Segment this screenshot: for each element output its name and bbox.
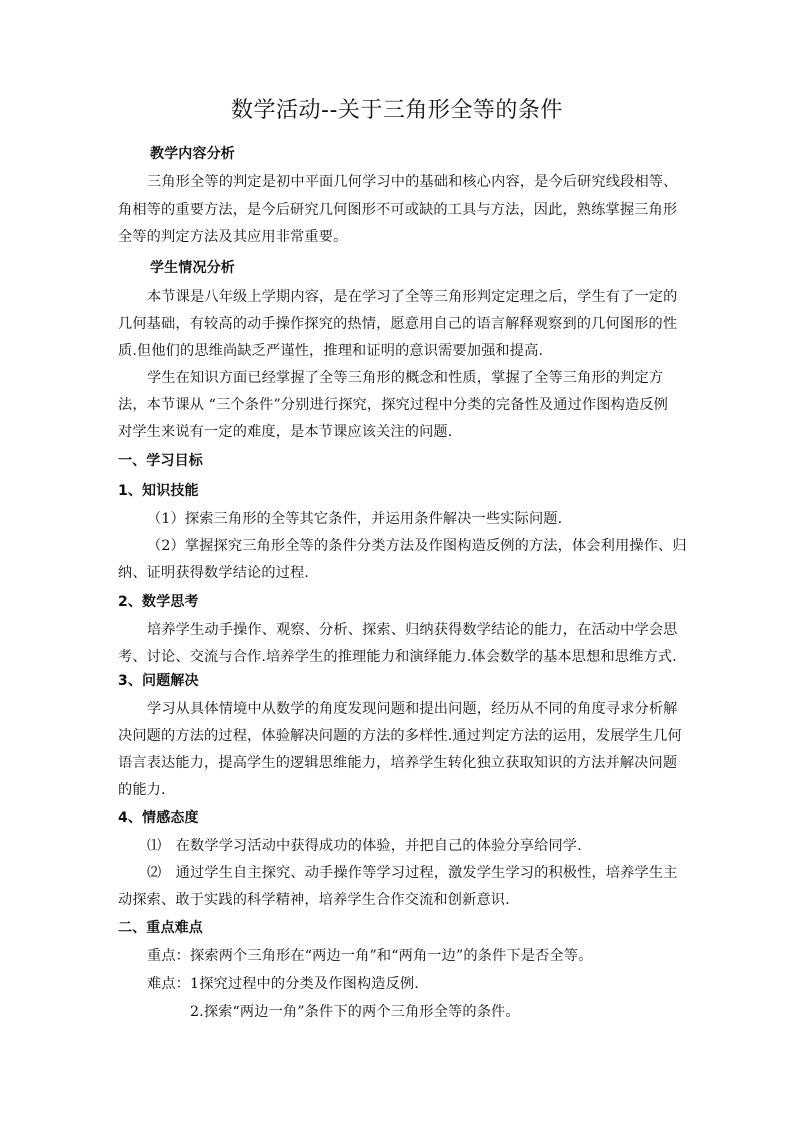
goals-heading: 一、学习目标: [118, 453, 203, 469]
attitude-item: ⑴ 在数学学习活动中获得成功的体验，并把自己的体验分享给同学.: [147, 838, 582, 854]
content-analysis-line: 全等的判定方法及其应用非常重要。: [118, 229, 348, 245]
student-analysis-heading: 学生情况分析: [150, 260, 235, 276]
attitude-item: 动探索、敢于实践的科学精神，培养学生合作交流和创新意识.: [118, 892, 510, 908]
attitude-item: ⑵ 通过学生自主探究、动手操作等学习过程，激发学生学习的积极性，培养学生主: [147, 865, 678, 881]
content-analysis-line: 三角形全等的判定是初中平面几何学习中的基础和核心内容，是今后研究线段相等、: [147, 174, 678, 190]
problem-line: 学习从具体情境中从数学的角度发现问题和提出问题，经历从不同的角度寻求分析解: [147, 701, 678, 717]
knowledge-item: （1）探索三角形的全等其它条件，并运用条件解决一些实际问题.: [147, 511, 563, 527]
problem-line: 的能力.: [118, 782, 166, 798]
document-title: 数学活动--关于三角形全等的条件: [231, 98, 563, 123]
content-analysis-line: 角相等的重要方法，是今后研究几何图形不可或缺的工具与方法，因此，熟练掌握三角形: [118, 202, 678, 218]
student-analysis-line: 本节课是八年级上学期内容，是在学习了全等三角形判定定理之后，学生有了一定的: [147, 289, 678, 305]
keypoints-heading: 二、重点难点: [118, 920, 203, 936]
key-point: 重点：探索两个三角形在“两边一角”和“两角一边”的条件下是否全等。: [147, 948, 593, 964]
student-analysis-line: 几何基础，有较高的动手操作探究的热情，愿意用自己的语言解释观察到的几何图形的性: [118, 316, 678, 332]
problem-line: 决问题的方法的过程，体验解决问题的方法的多样性.通过判定方法的运用，发展学生几何: [118, 728, 682, 744]
problem-line: 语言表达能力，提高学生的逻辑思维能力，培养学生转化独立获取知识的方法并解决问题: [118, 755, 678, 771]
knowledge-item: （2）掌握探究三角形全等的条件分类方法及作图构造反例的方法，体会利用操作、归: [147, 538, 687, 554]
knowledge-item: 纳、证明获得数学结论的过程.: [118, 565, 310, 581]
content-analysis-heading: 教学内容分析: [150, 146, 235, 162]
difficult-point: 难点：1探究过程中的分类及作图构造反例.: [147, 976, 419, 992]
thinking-line: 培养学生动手操作、观察、分析、探索、归纳获得数学结论的能力，在活动中学会思: [147, 622, 678, 638]
problem-heading: 3、问题解决: [118, 673, 199, 689]
knowledge-heading: 1、知识技能: [118, 483, 199, 499]
difficult-point: 2.探索“两边一角”条件下的两个三角形全等的条件。: [190, 1004, 520, 1020]
student-analysis-line: 学生在知识方面已经掌握了全等三角形的概念和性质，掌握了全等三角形的判定方: [147, 370, 664, 386]
attitude-heading: 4、情感态度: [118, 810, 199, 826]
thinking-line: 考、讨论、交流与合作.培养学生的推理能力和演绎能力.体会数学的基本思想和思维方式.: [118, 649, 677, 665]
student-analysis-line: 对学生来说有一定的难度，是本节课应该关注的问题.: [118, 424, 453, 440]
student-analysis-line: 质.但他们的思维尚缺乏严谨性，推理和证明的意识需要加强和提高.: [118, 343, 544, 359]
thinking-heading: 2、数学思考: [118, 594, 199, 610]
student-analysis-line: 法，本节课从 “三个条件”分别进行探究，探究过程中分类的完备性及通过作图构造反例: [118, 397, 668, 413]
